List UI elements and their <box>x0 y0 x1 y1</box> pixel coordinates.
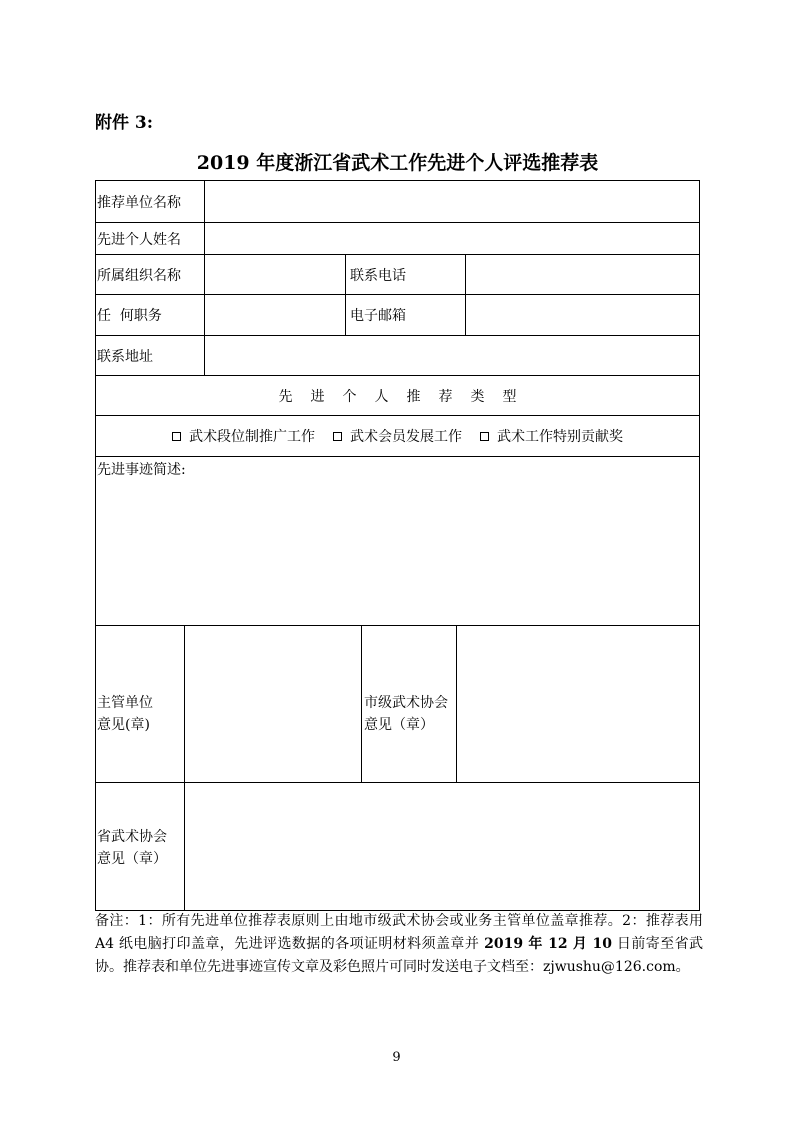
field-organization[interactable] <box>205 255 345 294</box>
form-title: 2019 年度浙江省武术工作先进个人评选推荐表 <box>196 152 599 174</box>
city-opinion-line2: 意见（章） <box>364 717 434 733</box>
field-person-name[interactable] <box>205 223 699 254</box>
field-email[interactable] <box>466 295 699 335</box>
type-option-1[interactable] <box>172 426 315 446</box>
field-position[interactable] <box>205 295 345 335</box>
notes <box>95 910 703 979</box>
label-organization: 所属组织名称 <box>97 267 181 284</box>
checkbox-icon[interactable] <box>480 432 489 441</box>
type-option-2[interactable] <box>333 426 462 446</box>
type-options <box>95 416 700 456</box>
label-deeds: 先进事迹简述: <box>97 462 186 478</box>
supervisor-opinion-line1: 主管单位 <box>97 695 153 711</box>
city-opinion-line1: 市级武术协会 <box>364 695 448 711</box>
checkbox-icon[interactable] <box>172 432 181 441</box>
field-supervisor-opinion[interactable] <box>185 626 361 782</box>
field-city-opinion[interactable] <box>457 626 699 782</box>
field-recommending-unit[interactable] <box>205 181 699 222</box>
label-address: 联系地址 <box>97 348 153 365</box>
type-option-label: 武术工作特别贡献奖 <box>497 429 623 445</box>
checkbox-icon[interactable] <box>333 432 342 441</box>
label-province-opinion <box>95 783 184 910</box>
page-number: 9 <box>392 1050 401 1065</box>
province-opinion-line2: 意见（章） <box>97 850 167 867</box>
label-email: 电子邮箱 <box>350 308 406 324</box>
supervisor-opinion-line2: 意见(章) <box>97 717 150 733</box>
field-phone[interactable] <box>466 255 699 294</box>
deeds-area[interactable] <box>95 457 700 625</box>
label-city-opinion <box>362 626 456 782</box>
label-position: 任 何职务 <box>97 308 162 324</box>
attachment-label: 附件 3: <box>95 113 154 133</box>
type-option-3[interactable] <box>480 426 623 446</box>
notes-deadline: 2019 年 12 月 10 <box>484 936 613 952</box>
label-recommending-unit: 推荐单位名称 <box>97 194 181 211</box>
province-opinion-line1: 省武术协会 <box>97 828 167 845</box>
label-person-name: 先进个人姓名 <box>97 231 181 248</box>
type-header: 先进个人推荐类型 <box>278 388 535 405</box>
notes-part1: 备注：1：所有先进单位推荐表原则上由地市级武术协会或业务主管单位盖章推荐。2：推荐表用 A4 纸电脑打印盖章，先进评选数据的各项证明材料须盖章并 <box>95 913 703 952</box>
label-phone: 联系电话 <box>350 267 406 284</box>
type-option-label: 武术段位制推广工作 <box>189 429 315 445</box>
field-province-opinion[interactable] <box>185 783 699 910</box>
field-address[interactable] <box>205 336 699 375</box>
notes-part2: 日前寄至省武协。推荐表和单位先进事迹宣传文章及彩色照片可同时发送电子文档至：zjwushu@126.com。 <box>95 936 703 975</box>
type-option-label: 武术会员发展工作 <box>350 429 462 445</box>
label-supervisor-opinion <box>95 626 184 782</box>
